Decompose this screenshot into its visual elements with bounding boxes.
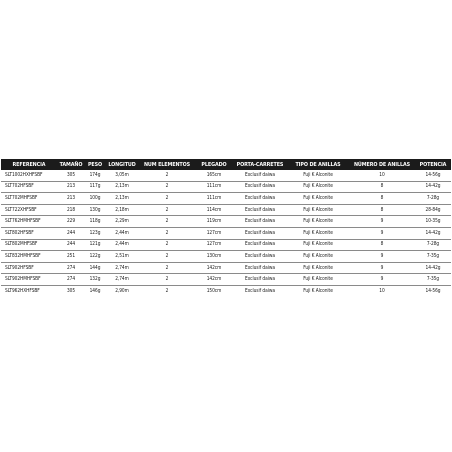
cell-potencia: 14-56g bbox=[425, 288, 441, 294]
cell-num-elementos: 2 bbox=[139, 193, 195, 205]
cell-tipo-de-anillas: Fuji K Alconite bbox=[287, 204, 349, 216]
header-peso: PESO bbox=[85, 159, 105, 170]
cell-plegado: 127cm bbox=[195, 239, 233, 251]
cell-numero-de-anillas: 9 bbox=[349, 227, 415, 239]
header-porta-carretes: PORTA-CARRETES bbox=[233, 159, 287, 170]
cell-referencia: SLT762HMHFSBF bbox=[1, 216, 57, 228]
header-tamano: TAMAÑO bbox=[57, 159, 85, 170]
cell-potencia: 7-28g bbox=[415, 239, 451, 251]
cell-numero-de-anillas: 8 bbox=[349, 181, 415, 193]
cell-plegado: 142cm bbox=[195, 274, 233, 286]
cell-tipo-de-anillas: Fuji K Alconite bbox=[287, 216, 349, 228]
cell-tipo-de-anillas: Fuji K Alconite bbox=[287, 262, 349, 274]
cell-plegado: 165cm bbox=[195, 170, 233, 181]
cell-referencia: SLT1002HXHFSBF bbox=[1, 170, 57, 181]
cell-plegado: 142cm bbox=[195, 262, 233, 274]
cell-porta-carretes: Exclusif daiwa bbox=[233, 216, 287, 228]
cell-numero-de-anillas: 8 bbox=[349, 239, 415, 251]
cell-porta-carretes: Exclusif daiwa bbox=[233, 251, 287, 263]
cell-num-elementos: 2 bbox=[139, 251, 195, 263]
cell-longitud: 2,13m bbox=[105, 181, 139, 193]
cell-peso: 100g bbox=[85, 193, 105, 205]
cell-longitud: 3,05m bbox=[105, 170, 139, 181]
header-numero-de-anillas: NÚMERO DE ANILLAS bbox=[349, 159, 415, 170]
cell-num-elementos: 2 bbox=[139, 216, 195, 228]
cell-numero-de-anillas: 9 bbox=[349, 274, 415, 286]
cell-tipo-de-anillas: Fuji K Alconite bbox=[287, 181, 349, 193]
cell-referencia: SLT902HMHFSBF bbox=[1, 274, 57, 286]
cell-referencia: SLT702HFSBF bbox=[1, 181, 57, 193]
cell-referencia: SLT832HMHFSBF bbox=[1, 251, 57, 263]
cell-numero-de-anillas: 9 bbox=[349, 216, 415, 228]
cell-longitud: 2,29m bbox=[105, 216, 139, 228]
cell-potencia: 14-42g bbox=[415, 227, 451, 239]
cell-tamano: 229 bbox=[57, 216, 85, 228]
cell-plegado: 111cm bbox=[195, 193, 233, 205]
table-row bbox=[1, 181, 451, 193]
header-referencia: REFERENCIA bbox=[1, 159, 57, 170]
cell-peso: 123g bbox=[85, 227, 105, 239]
cell-peso: 118g bbox=[85, 216, 105, 228]
cell-numero-de-anillas: 9 bbox=[349, 262, 415, 274]
cell-peso: 144g bbox=[85, 262, 105, 274]
table-row bbox=[1, 251, 451, 263]
cell-tipo-de-anillas: Fuji K Alconite bbox=[287, 274, 349, 286]
cell-potencia: 7-28g bbox=[415, 193, 451, 205]
cell-porta-carretes: Exclusif daiwa bbox=[233, 181, 287, 193]
cell-num-elementos: 2 bbox=[139, 274, 195, 286]
cell-numero-de-anillas: 10 bbox=[379, 288, 385, 294]
cell-tamano: 274 bbox=[57, 262, 85, 274]
cell-peso: 130g bbox=[85, 204, 105, 216]
cell-peso: 132g bbox=[85, 274, 105, 286]
cell-plegado: 150cm bbox=[206, 288, 222, 294]
table-row bbox=[1, 216, 451, 228]
cell-peso: 117g bbox=[85, 181, 105, 193]
header-plegado: PLEGADO bbox=[195, 159, 233, 170]
cell-potencia: 14-56g bbox=[415, 170, 451, 181]
cell-porta-carretes: Exclusif daiwa bbox=[233, 274, 287, 286]
cell-longitud: 2,44m bbox=[105, 239, 139, 251]
table-row bbox=[1, 193, 451, 205]
cell-longitud: 2,90m bbox=[115, 288, 129, 294]
cell-potencia: 28-84g bbox=[415, 204, 451, 216]
header-tipo-de-anillas: TIPO DE ANILLAS bbox=[287, 159, 349, 170]
cell-plegado: 114cm bbox=[195, 204, 233, 216]
table-row bbox=[1, 204, 451, 216]
cell-referencia: SLT802HFSBF bbox=[1, 227, 57, 239]
cell-tamano: 251 bbox=[57, 251, 85, 263]
cell-potencia: 7-35g bbox=[415, 251, 451, 263]
cell-porta-carretes: Exclusif daiwa bbox=[245, 288, 275, 294]
cell-peso: 122g bbox=[85, 251, 105, 263]
header-potencia: POTENCIA bbox=[415, 159, 451, 170]
cell-tipo-de-anillas: Fuji K Alconite bbox=[287, 170, 349, 181]
table-body bbox=[1, 170, 451, 297]
cell-plegado: 111cm bbox=[195, 181, 233, 193]
cell-num-elementos: 2 bbox=[139, 227, 195, 239]
cell-referencia: SLT722XHFSBF bbox=[1, 204, 57, 216]
cell-potencia: 14-42g bbox=[415, 262, 451, 274]
cell-num-elementos: 2 bbox=[139, 239, 195, 251]
cell-longitud: 2,13m bbox=[105, 193, 139, 205]
cell-numero-de-anillas: 8 bbox=[349, 204, 415, 216]
cell-tipo-de-anillas: Fuji K Alconite bbox=[287, 251, 349, 263]
cell-peso: 121g bbox=[85, 239, 105, 251]
cell-referencia: SLT902HFSBF bbox=[1, 262, 57, 274]
cell-porta-carretes: Exclusif daiwa bbox=[233, 170, 287, 181]
cell-plegado: 127cm bbox=[195, 227, 233, 239]
cell-porta-carretes: Exclusif daiwa bbox=[233, 239, 287, 251]
cell-numero-de-anillas: 8 bbox=[349, 193, 415, 205]
cell-num-elementos: 2 bbox=[165, 288, 169, 294]
cell-tamano: 244 bbox=[57, 239, 85, 251]
cell-tamano: 218 bbox=[57, 204, 85, 216]
cell-plegado: 119cm bbox=[195, 216, 233, 228]
cell-longitud: 2,18m bbox=[105, 204, 139, 216]
cell-num-elementos: 2 bbox=[139, 181, 195, 193]
cell-porta-carretes: Exclusif daiwa bbox=[233, 262, 287, 274]
cell-tamano: 305 bbox=[57, 170, 85, 181]
table-row bbox=[1, 239, 451, 251]
header-num-elementos: NUM ELEMENTOS bbox=[139, 159, 195, 170]
table-row bbox=[1, 285, 451, 296]
table-row bbox=[1, 170, 451, 181]
cell-referencia: SLT702MHFSBF bbox=[1, 193, 57, 205]
cell-porta-carretes: Exclusif daiwa bbox=[233, 227, 287, 239]
cell-num-elementos: 2 bbox=[139, 204, 195, 216]
cell-tipo-de-anillas: Fuji K Alconite bbox=[287, 227, 349, 239]
cell-longitud: 2,74m bbox=[105, 262, 139, 274]
cell-referencia: SLT962HXHFSBF bbox=[5, 288, 40, 294]
cell-tipo-de-anillas: Fuji K Alconite bbox=[287, 193, 349, 205]
cell-num-elementos: 2 bbox=[139, 170, 195, 181]
cell-potencia: 10-35g bbox=[415, 216, 451, 228]
cell-porta-carretes: Exclusif daiwa bbox=[233, 204, 287, 216]
cell-potencia: 14-42g bbox=[415, 181, 451, 193]
cell-longitud: 2,74m bbox=[105, 274, 139, 286]
cell-numero-de-anillas: 10 bbox=[349, 170, 415, 181]
table-row bbox=[1, 274, 451, 286]
table-row bbox=[1, 227, 451, 239]
cell-num-elementos: 2 bbox=[139, 262, 195, 274]
cell-longitud: 2,51m bbox=[105, 251, 139, 263]
table-row bbox=[1, 262, 451, 274]
cell-tamano: 305 bbox=[66, 288, 76, 294]
cell-tamano: 213 bbox=[57, 181, 85, 193]
cell-tipo-de-anillas: Fuji K Alconite bbox=[287, 239, 349, 251]
cell-tamano: 244 bbox=[57, 227, 85, 239]
header-row bbox=[1, 159, 451, 170]
cell-peso: 174g bbox=[85, 170, 105, 181]
cell-tipo-de-anillas: Fuji K Alconite bbox=[303, 288, 333, 294]
cell-referencia: SLT802MHFSBF bbox=[1, 239, 57, 251]
header-longitud: LONGITUD bbox=[105, 159, 139, 170]
cell-numero-de-anillas: 9 bbox=[349, 251, 415, 263]
cell-longitud: 2,44m bbox=[105, 227, 139, 239]
cell-porta-carretes: Exclusif daiwa bbox=[233, 193, 287, 205]
cell-tamano: 274 bbox=[57, 274, 85, 286]
rod-spec-table bbox=[1, 159, 451, 297]
cell-potencia: 7-35g bbox=[415, 274, 451, 286]
cell-tamano: 213 bbox=[57, 193, 85, 205]
cell-plegado: 130cm bbox=[195, 251, 233, 263]
cell-peso: 146g bbox=[89, 288, 101, 294]
